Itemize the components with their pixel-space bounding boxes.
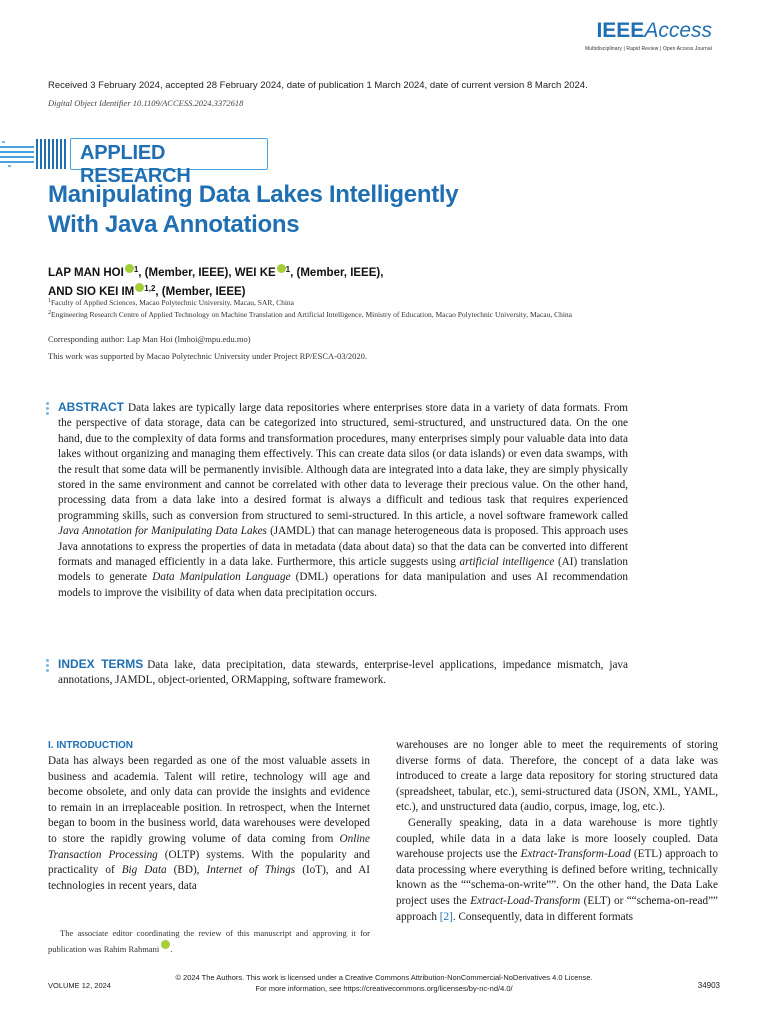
author-role: , (Member, IEEE), <box>138 267 235 279</box>
index-terms <box>58 657 628 689</box>
section-heading-introduction: I. INTRODUCTION <box>48 740 133 751</box>
affiliation-1 <box>48 296 628 308</box>
affiliation-text: Engineering Research Centre of Applied Technology on Machine Translation and Artificial Intelligence, Ministry of Education, Macao Polytechnic University, Macau, China <box>51 310 573 319</box>
author-line-1 <box>48 262 608 281</box>
body-emphasis: Big Data <box>121 864 167 877</box>
index-terms-text: Data lake, data precipitation, data stewards, enterprise-level applications, impedance mismatch, java annotations, JAMDL, object-oriented, ORMapping, software framework. <box>58 659 628 687</box>
abstract-marker-icon <box>46 402 50 417</box>
body-text: (ELT) or ““schema-on-read”” approach <box>396 894 719 923</box>
title-line-2: With Java Annotations <box>48 211 300 238</box>
banner-label: APPLIED RESEARCH <box>80 142 191 187</box>
abstract-text: (AI) translation models to generate <box>58 556 628 584</box>
orcid-icon[interactable] <box>125 264 134 273</box>
body-text: . Consequently, data in different formats <box>452 910 634 923</box>
orcid-icon[interactable] <box>135 283 144 292</box>
funding-note: This work was supported by Macao Polytechnic University under Project RP/ESCA-03/2020. <box>48 351 367 361</box>
author-affiliation-sup: 1,2 <box>144 284 156 293</box>
left-column <box>48 738 370 894</box>
footnote-text: The associate editor coordinating the review of this manuscript and approving it for publication was Rahim Rahmani <box>48 928 370 954</box>
body-text: (BD), <box>166 864 207 877</box>
body-emphasis: Online Transaction Processing <box>48 832 370 861</box>
applied-research-banner <box>0 137 270 187</box>
orcid-icon[interactable] <box>161 940 170 949</box>
intro-paragraph-1-continued: warehouses are no longer able to meet the requirements of storing diverse forms of data. Therefore, the concept of a data lake was introduced to create a large data repository for storing structured data (spreadsheet, tabular, etc.), semi-structured data (JSON, XML, YAML, etc.), and unstructured data (audio, corpus, image, log, etc.). <box>396 739 718 814</box>
license-notice <box>0 972 768 994</box>
index-terms-marker-icon <box>46 659 50 674</box>
intro-paragraph-2 <box>396 816 718 925</box>
body-text: (ETL) approach to data processing where everything is defined before writing, technically known as the ““schema-on-write””. On the other hand, the Data Lake project uses the <box>396 848 718 907</box>
abstract <box>58 400 628 601</box>
body-text: (OLTP) systems. With the popularity and practicality of <box>48 848 370 877</box>
orcid-icon[interactable] <box>277 264 286 273</box>
author-affiliation-sup: 1 <box>285 265 291 274</box>
author-affiliation-sup: 1 <box>133 265 139 274</box>
affiliation-text: Faculty of Applied Sciences, Macao Polytechnic University, Macau, SAR, China <box>51 298 295 307</box>
affiliation-sup: 2 <box>48 310 51 316</box>
body-text: (IoT), and AI technologies in recent years, data <box>48 864 371 892</box>
body-text: Generally speaking, data in a data warehouse is more tightly coupled, while data in a data lake is more loosely coupled. Data warehouse projects use the <box>396 816 718 861</box>
abstract-text: (DML) operations for data manipulation and uses AI recommendation models to improve the visibility of data when data precipitation occurs. <box>58 571 628 599</box>
author-name[interactable]: WEI KE <box>234 267 276 279</box>
abstract-emphasis: Data Manipulation Language <box>152 571 291 584</box>
doi[interactable]: Digital Object Identifier 10.1109/ACCESS.2024.3372618 <box>48 98 244 108</box>
affiliation-sup: 1 <box>48 298 51 304</box>
logo-ieee: IEEE <box>596 19 645 42</box>
license-link[interactable]: For more information, see https://creativecommons.org/licenses/by-nc-nd/4.0/ <box>255 984 513 993</box>
abstract-text: (JAMDL) that can manage heterogeneous data is proposed. This approach uses Java annotations to express the properties of data in metadata (data about data) so that the data can be converted into different formats and managed efficiently in a data lake. Furthermore, this article suggests using <box>58 525 629 569</box>
banner-stripes-icon <box>0 137 68 171</box>
affiliation-2 <box>48 308 628 320</box>
logo-wordmark <box>585 20 712 42</box>
logo-access: Access <box>644 19 712 42</box>
corresponding-author: Corresponding author: Lap Man Hoi (lmhoi@mpu.edu.mo) <box>48 334 251 344</box>
title-line-1: Manipulating Data Lakes Intelligently <box>48 181 459 208</box>
intro-paragraph-1 <box>48 754 370 894</box>
page-number: 34903 <box>697 981 720 990</box>
body-text: Data has always been regarded as one of the most valuable assets in business and academia. Talent will retire, technology will age and become obsolete, and only data can provide the insights and evidence to remain in an irreplaceable position. In retrospect, when the Internet began to boom in the business world, data warehouses were developed to store the rapidly growing volume of data coming from <box>48 755 370 845</box>
abstract-emphasis: Java Annotation for Manipulating Data Lakes <box>58 525 267 538</box>
editor-footnote: The associate editor coordinating the review of this manuscript and approving it for publication was Rahim Rahmani . <box>48 928 370 954</box>
paper-title <box>48 180 608 240</box>
body-emphasis: Internet of Things <box>206 864 296 877</box>
abstract-text: Data lakes are typically large data repositories where enterprises store data in a variety of data formats. From the perspective of data storage, data can be categorized into structured, semi-structured, and unstructured data. On the one hand, due to the complexity of data forms and transformation procedures, many enterprises simply pour valuable data into data lakes without organizing and managing them effectively. This can create data silos (or data islands) or even data swamps, with the result that some data will be permanently invisible. Although data are integrated into a data lake, they are simply physically stored in the same environment and cannot be correlated with other data to leverage their precious value. On the other hand, processing data from a data lake into a desired format is always a difficult and tedious task that requires experienced programming skills, such as conversion from structured to semi-structured. In this article, a novel software framework called <box>58 402 628 522</box>
page-footer <box>0 970 768 1000</box>
body-emphasis: Extract-Load-Transform <box>470 894 581 907</box>
affiliations <box>48 296 628 320</box>
author-role: , (Member, IEEE), <box>290 267 384 279</box>
author-name[interactable]: LAP MAN HOI <box>48 267 124 279</box>
citation-link[interactable]: [2] <box>439 910 453 923</box>
license-text: © 2024 The Authors. This work is licensed under a Creative Commons Attribution-NonCommercial-NoDerivatives 4.0 License. <box>175 973 593 982</box>
author-name[interactable]: AND SIO KEI IM <box>48 286 135 298</box>
abstract-heading: ABSTRACT <box>58 400 124 414</box>
logo-tagline: Multidisciplinary | Rapid Review | Open Access Journal <box>585 46 712 52</box>
author-role: , (Member, IEEE) <box>155 286 246 298</box>
received-dates: Received 3 February 2024, accepted 28 February 2024, date of publication 1 March 2024, date of current version 8 March 2024. <box>48 80 588 91</box>
body-emphasis: Extract-Transform-Load <box>520 848 631 861</box>
index-terms-heading: INDEX TERMS <box>58 657 144 671</box>
right-column <box>396 738 718 925</box>
abstract-emphasis: artificial intelligence <box>459 556 555 569</box>
volume-label: VOLUME 12, 2024 <box>48 981 111 990</box>
author-list <box>48 262 608 300</box>
journal-logo <box>585 20 712 52</box>
